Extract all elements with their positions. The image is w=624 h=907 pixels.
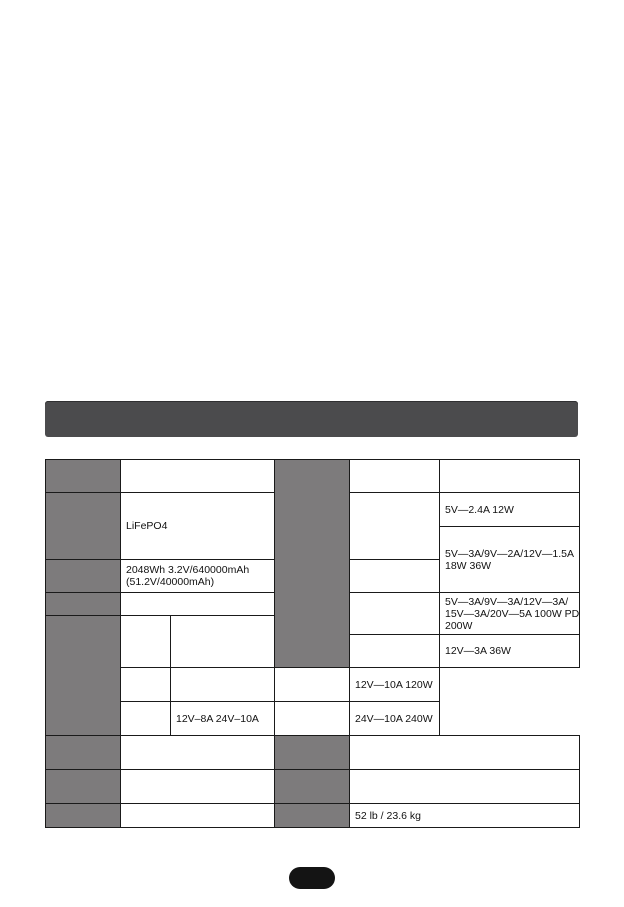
label-cell	[46, 493, 121, 560]
port-name-cell	[350, 560, 440, 593]
dc-out-row3-value: 12V–8A 24V–10A	[171, 702, 275, 736]
label-cell	[46, 770, 121, 804]
value-cell	[121, 460, 275, 493]
dc-output-label-cell	[46, 616, 121, 736]
label-cell	[46, 593, 121, 616]
usb-c-line2: 15V—3A/20V—5A 100W PD	[445, 607, 580, 620]
label-cell	[275, 770, 350, 804]
subcell	[121, 616, 171, 668]
subcell	[121, 668, 171, 702]
usb-a-value: 5V—2.4A 12W	[440, 493, 580, 527]
value-cell	[121, 770, 275, 804]
page-number-pill-shape	[289, 867, 335, 889]
label-cell	[46, 460, 121, 493]
label-cell	[275, 736, 350, 770]
port-name-cell	[350, 635, 440, 668]
port-name-cell	[275, 668, 350, 702]
capacity-value	[121, 560, 275, 593]
subcell	[121, 702, 171, 736]
car-port-value: 12V—3A 36W	[440, 635, 580, 668]
port-name-cell	[350, 493, 440, 560]
value-cell	[121, 736, 275, 770]
label-cell	[46, 560, 121, 593]
capacity-line2: (51.2V/40000mAh)	[126, 576, 215, 588]
value-cell	[121, 804, 275, 828]
port-name-cell	[350, 593, 440, 635]
dc5521-value: 12V—10A 120W	[350, 668, 440, 702]
usb-qc-value	[440, 527, 580, 593]
subcell	[171, 668, 275, 702]
usb-qc-line2: 18W 36W	[445, 559, 492, 572]
spec-table	[45, 459, 580, 828]
label-cell	[46, 736, 121, 770]
section-header-bar	[45, 401, 578, 437]
usb-qc-line1: 5V—3A/9V—2A/12V—1.5A	[445, 547, 574, 560]
weight-value: 52 lb / 23.6 kg	[350, 804, 580, 828]
chemistry-value: LiFePO4	[121, 493, 275, 560]
value-cell	[440, 460, 580, 493]
value-cell	[350, 460, 440, 493]
value-cell	[121, 593, 275, 616]
capacity-line1: 2048Wh 3.2V/640000mAh	[126, 564, 250, 576]
anderson-value: 24V—10A 240W	[350, 702, 440, 736]
subcell	[171, 616, 275, 668]
port-name-cell	[275, 702, 350, 736]
usb-c-line3: 200W	[445, 619, 473, 632]
usb-c-value	[440, 593, 580, 635]
page-number-pill	[289, 867, 335, 889]
label-cell	[46, 804, 121, 828]
value-cell	[350, 770, 580, 804]
value-cell	[350, 736, 580, 770]
output-label-cell	[275, 460, 350, 668]
weight-label-cell	[275, 804, 350, 828]
usb-c-line1: 5V—3A/9V—3A/12V—3A/	[445, 595, 569, 608]
